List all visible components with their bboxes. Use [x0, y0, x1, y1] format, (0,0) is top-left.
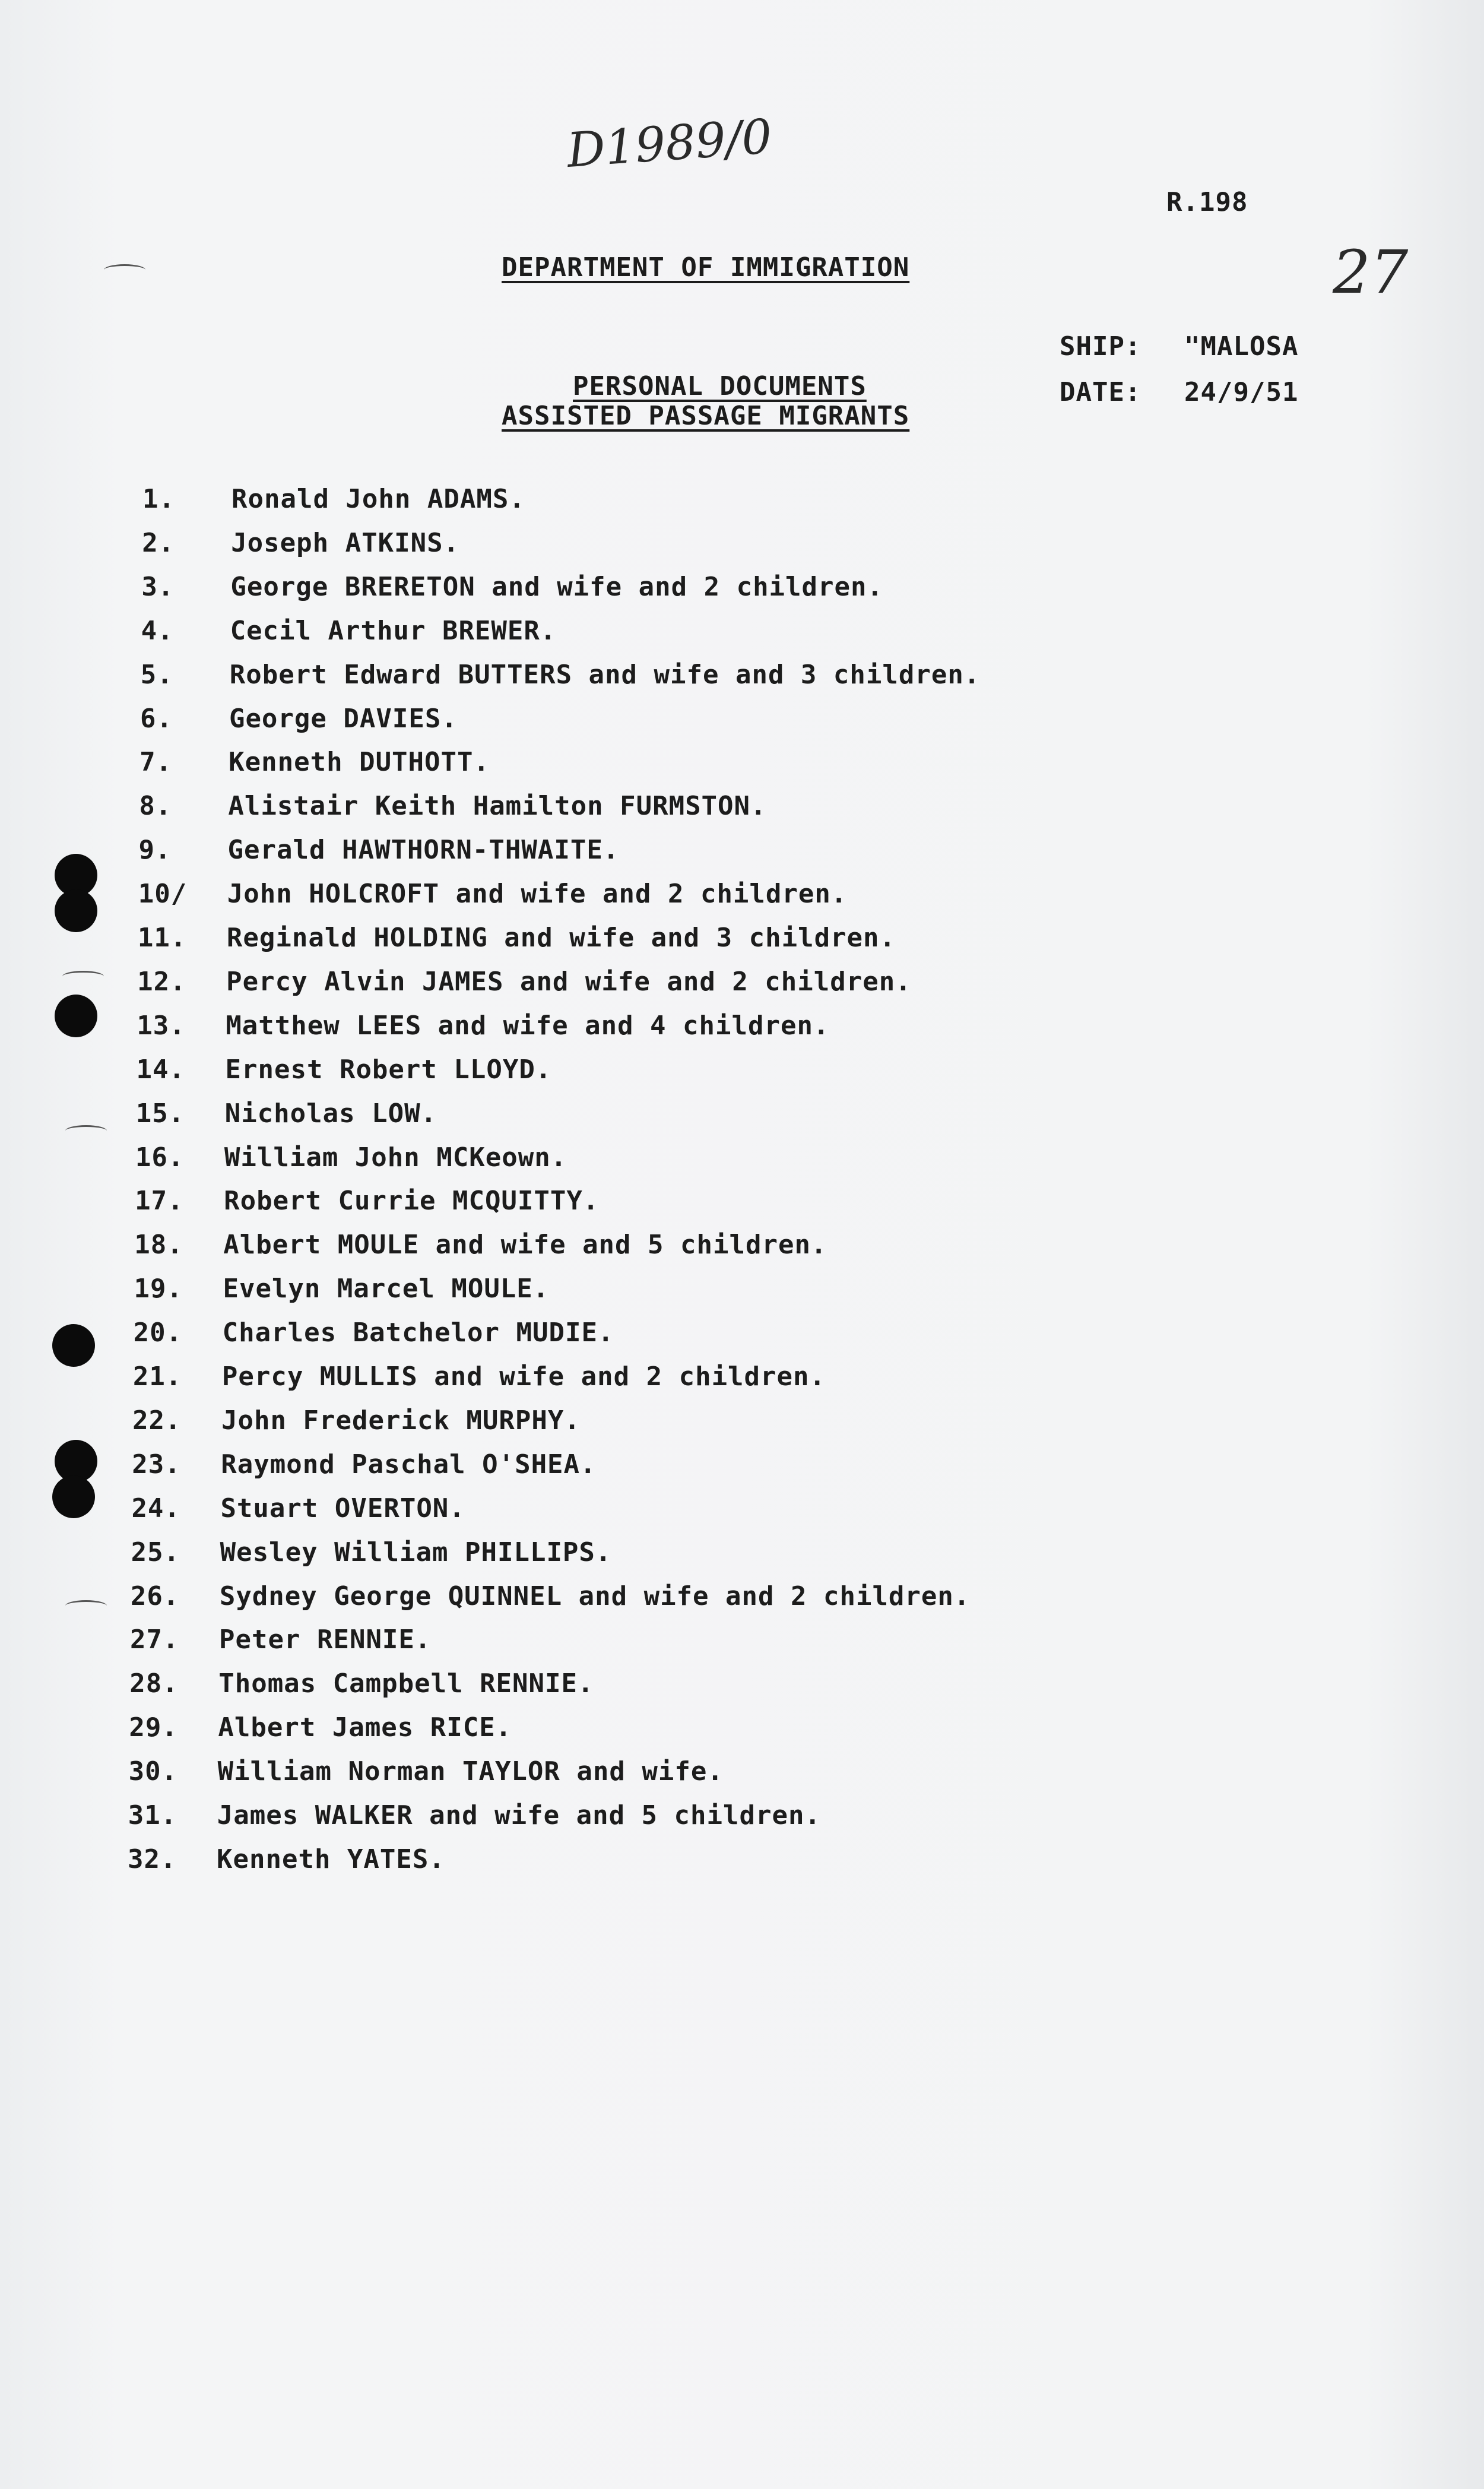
list-item-text: Stuart OVERTON.	[220, 1493, 465, 1524]
date-label: DATE:	[1060, 377, 1141, 407]
list-item-number: 23.	[132, 1449, 181, 1480]
list-item-number: 11.	[137, 923, 187, 953]
list-item-text: Ronald John ADAMS.	[232, 484, 525, 514]
margin-mark	[104, 264, 145, 276]
list-item-number: 16.	[135, 1142, 185, 1173]
list-item-number: 25.	[131, 1537, 180, 1568]
list-item-text: Kenneth DUTHOTT.	[229, 747, 490, 778]
list-item-text: William Norman TAYLOR and wife.	[217, 1756, 724, 1787]
handwritten-reference: D1989/0	[565, 109, 774, 178]
list-item-text: Percy Alvin JAMES and wife and 2 children.	[226, 966, 912, 997]
list-item-text: Charles Batchelor MUDIE.	[222, 1318, 614, 1348]
reference-code: R.198	[1166, 187, 1248, 217]
list-item-number: 19.	[134, 1274, 183, 1304]
list-item-number: 22.	[132, 1405, 182, 1436]
department-title: DEPARTMENT OF IMMIGRATION	[502, 252, 910, 283]
list-item-text: Raymond Paschal O'SHEA.	[221, 1449, 597, 1480]
list-item-text: John Frederick MURPHY.	[221, 1405, 581, 1436]
list-item-number: 15.	[135, 1098, 185, 1129]
list-item-text: William John MCKeown.	[224, 1142, 567, 1173]
list-item-number: 6.	[139, 703, 173, 734]
list-item-text: Percy MULLIS and wife and 2 children.	[221, 1361, 826, 1392]
list-item-text: Gerald HAWTHORN-THWAITE.	[227, 835, 620, 866]
list-item-number: 13.	[137, 1010, 186, 1041]
list-item-number: 28.	[129, 1668, 179, 1699]
punch-hole	[55, 995, 97, 1037]
list-item-text: Evelyn Marcel MOULE.	[223, 1274, 550, 1304]
list-item-number: 26.	[130, 1581, 180, 1611]
list-item-number: 18.	[134, 1230, 183, 1261]
list-item-number: 7.	[139, 747, 173, 778]
list-item-number: 10/	[138, 879, 188, 910]
list-item-text: Wesley William PHILLIPS.	[220, 1537, 612, 1568]
margin-mark	[65, 1125, 107, 1136]
list-item-number: 27.	[130, 1624, 179, 1655]
list-item-number: 3.	[141, 571, 175, 602]
list-item-number: 1.	[142, 484, 175, 514]
punch-hole	[55, 889, 97, 932]
list-item-number: 8.	[139, 791, 172, 822]
date-value: 24/9/51	[1184, 377, 1299, 407]
list-item-text: Ernest Robert LLOYD.	[225, 1054, 552, 1085]
list-item-number: 14.	[136, 1054, 185, 1085]
list-item-text: John HOLCROFT and wife and 2 children.	[227, 879, 848, 910]
list-item-number: 24.	[131, 1493, 180, 1524]
list-item-text: Alistair Keith Hamilton FURMSTON.	[228, 791, 767, 822]
list-item-number: 20.	[133, 1318, 183, 1348]
list-item-text: Peter RENNIE.	[219, 1624, 432, 1655]
list-item-text: Cecil Arthur BREWER.	[230, 615, 557, 646]
ship-value: "MALOSA	[1184, 331, 1299, 362]
list-item-number: 2.	[142, 527, 175, 558]
list-item-text: Nicholas LOW.	[224, 1098, 437, 1129]
list-item-number: 30.	[128, 1756, 178, 1787]
list-item-number: 29.	[129, 1712, 178, 1743]
list-item-text: James WALKER and wife and 5 children.	[217, 1800, 821, 1831]
margin-mark	[65, 1600, 107, 1611]
list-item-number: 4.	[141, 615, 174, 646]
subtitle-personal-documents: PERSONAL DOCUMENTS	[573, 371, 867, 401]
list-item-number: 12.	[137, 966, 186, 997]
list-item-text: Robert Currie MCQUITTY.	[224, 1186, 600, 1217]
ship-label: SHIP:	[1060, 331, 1141, 362]
punch-hole	[52, 1324, 95, 1367]
list-item-text: Albert MOULE and wife and 5 children.	[223, 1230, 827, 1261]
list-item-text: George DAVIES.	[229, 703, 458, 734]
list-item-number: 32.	[128, 1844, 177, 1874]
list-item-number: 31.	[128, 1800, 177, 1831]
subtitle-assisted-passage-migrants: ASSISTED PASSAGE MIGRANTS	[502, 401, 910, 431]
list-item-number: 21.	[132, 1361, 182, 1392]
list-item-text: Kenneth YATES.	[217, 1844, 445, 1874]
list-item-text: Matthew LEES and wife and 4 children.	[226, 1010, 830, 1041]
handwritten-folio-number: 27	[1333, 238, 1409, 307]
list-item-text: Thomas Campbell RENNIE.	[218, 1668, 594, 1699]
punch-hole	[52, 1475, 95, 1518]
margin-mark	[62, 971, 104, 982]
list-item-text: Reginald HOLDING and wife and 3 children.	[226, 923, 896, 953]
list-item-text: Albert James RICE.	[218, 1712, 512, 1743]
list-item-text: Robert Edward BUTTERS and wife and 3 children.	[229, 659, 981, 690]
list-item-text: Joseph ATKINS.	[231, 527, 460, 558]
list-item-number: 9.	[138, 835, 172, 866]
list-item-text: George BRERETON and wife and 2 children.	[230, 571, 883, 602]
list-item-number: 5.	[140, 659, 173, 690]
list-item-text: Sydney George QUINNEL and wife and 2 children.	[219, 1581, 971, 1611]
list-item-number: 17.	[135, 1186, 184, 1217]
